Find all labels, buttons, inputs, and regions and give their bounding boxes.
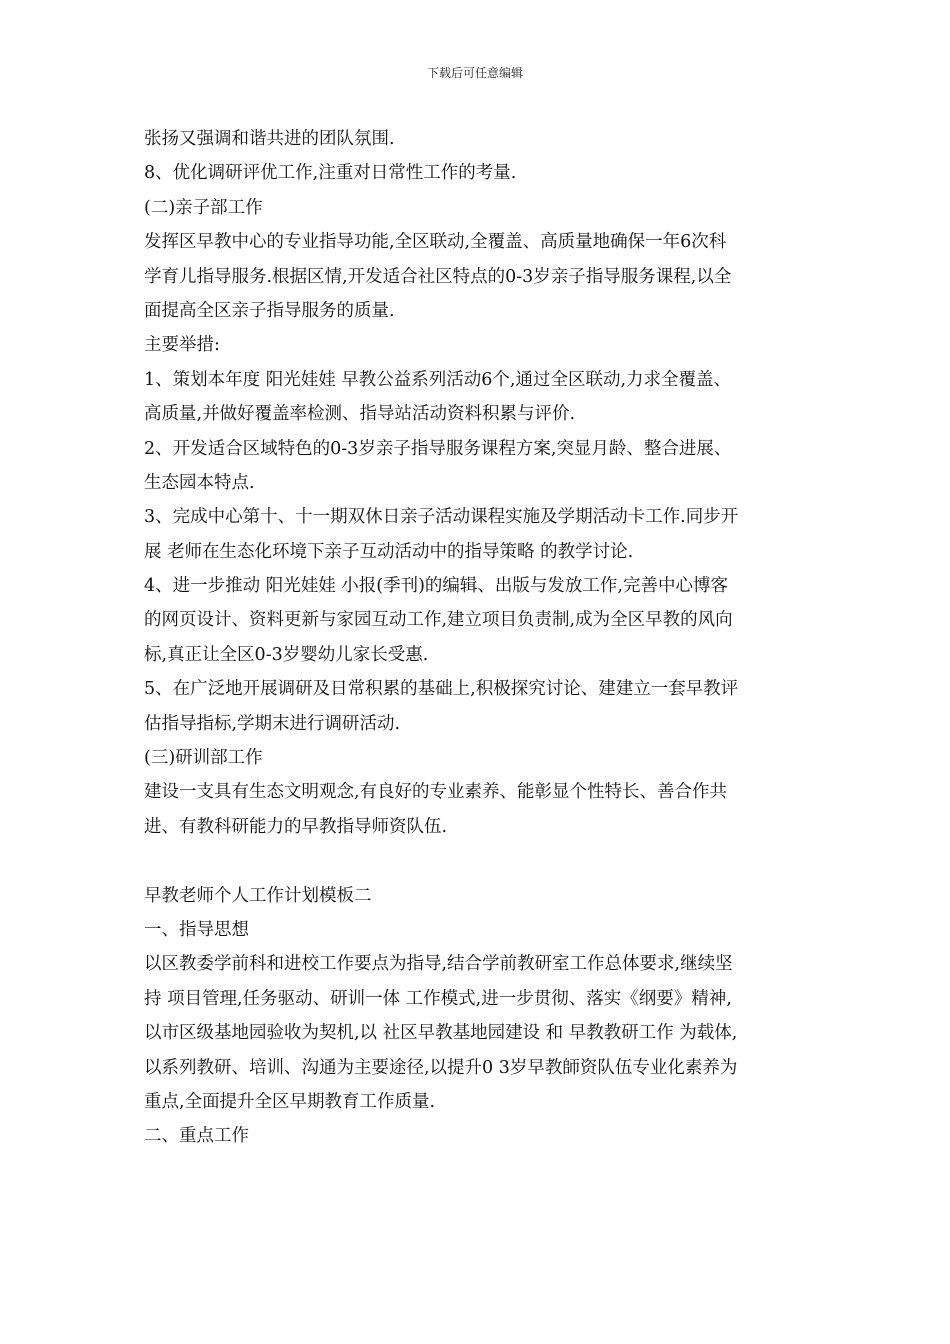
text-line: 面提高全区亲子指导服务的质量. xyxy=(144,300,395,321)
text-line: 以区教委学前科和进校工作要点为指导,结合学前教研室工作总体要求,继续坚 xyxy=(144,954,733,975)
text-line: 发挥区早教中心的专业指导功能,全区联动,全覆盖、高质量地确保一年6次科 xyxy=(144,232,727,253)
document-title: 早教老师个人工作计划模板二 xyxy=(144,885,372,906)
text-line: 重点,全面提升全区早期教育工作质量. xyxy=(144,1091,436,1112)
text-line: 4、进一步推动 阳光娃娃 小报(季刊)的编辑、出版与发放工作,完善中心博客 xyxy=(144,576,728,597)
text-line: 3、完成中心第十、十一期双休日亲子活动课程实施及学期活动卡工作.同步开 xyxy=(144,507,739,528)
text-line: 标,真正让全区0-3岁婴幼儿家长受惠. xyxy=(144,644,429,665)
section-heading: 二、重点工作 xyxy=(144,1126,249,1147)
text-line: 生态园本特点. xyxy=(144,472,255,493)
text-line: 高质量,并做好覆盖率检测、指导站活动资料积累与评价. xyxy=(144,404,576,425)
document-body xyxy=(144,122,816,1154)
page-header: 下载后可任意编辑 xyxy=(426,66,523,80)
text-line: 主要举措: xyxy=(144,335,220,356)
text-line: 进、有教科研能力的早教指导师资队伍. xyxy=(144,816,448,837)
text-line: 的网页设计、资料更新与家园互动工作,建立项目负责制,成为全区早教的风向 xyxy=(144,610,733,631)
blank-line xyxy=(144,844,816,878)
text-line: 展 老师在生态化环境下亲子互动活动中的指导策略 的教学讨论. xyxy=(144,541,634,562)
section-heading: (三)研训部工作 xyxy=(144,748,263,769)
text-line: 张扬又强调和谐共进的团队氛围. xyxy=(144,129,395,149)
section-heading: 一、指导思想 xyxy=(144,919,249,940)
text-line: 1、策划本年度 阳光娃娃 早教公益系列活动6个,通过全区联动,力求全覆盖、 xyxy=(144,369,732,390)
text-line: 以市区级基地园验收为契机,以 社区早教基地园建设 和 早教教研工作 为载体, xyxy=(144,1023,738,1044)
text-line: 建设一支具有生态文明观念,有良好的专业素养、能彰显个性特长、善合作共 xyxy=(144,782,728,803)
text-line: 学育儿指导服务.根据区情,开发适合社区特点的0-3岁亲子指导服务课程,以全 xyxy=(144,266,732,287)
text-line: 持 项目管理,任务驱动、研训一体 工作模式,进一步贯彻、落实《纲要》精神, xyxy=(144,988,732,1009)
text-line: 5、在广泛地开展调研及日常积累的基础上,积极探究讨论、建建立一套早教评 xyxy=(144,679,739,700)
section-heading: (二)亲子部工作 xyxy=(144,197,263,218)
text-line: 2、开发适合区域特色的0-3岁亲子指导服务课程方案,突显月龄、整合进展、 xyxy=(144,438,732,459)
text-line: 估指导指标,学期末进行调研活动. xyxy=(144,713,401,734)
text-line: 8、优化调研评优工作,注重对日常性工作的考量. xyxy=(144,163,517,184)
text-line: 以系列教研、培训、沟通为主要途径,以提升0 3岁早教師资队伍专业化素养为 xyxy=(144,1057,738,1078)
